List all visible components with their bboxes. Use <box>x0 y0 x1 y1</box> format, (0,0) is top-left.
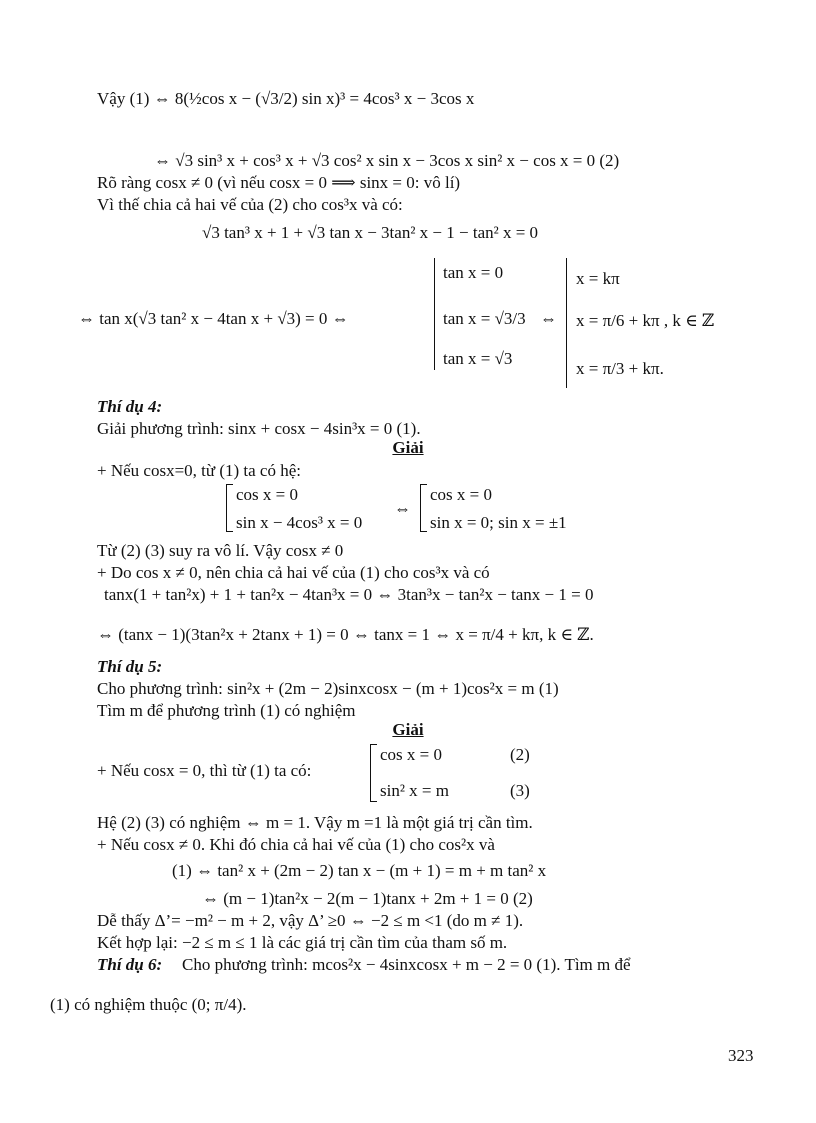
math-line: ⇔ tan x(√3 tan² x − 4tan x + √3) = 0 ⇔ <box>78 309 349 328</box>
math-line: ⇔ (m − 1)tan²x − 2(m − 1)tanx + 2m + 1 = 0 (2) <box>202 889 533 908</box>
case-line: tan x = √3/3 <box>443 309 526 328</box>
text-line: Cho phương trình: sin²x + (2m − 2)sinxcosx − (m + 1)cos²x = m (1) <box>97 679 559 698</box>
system-line: (3) <box>510 781 530 800</box>
system-line: cos x = 0 <box>380 745 442 764</box>
text-line: + Nếu cosx = 0, thì từ (1) ta có: <box>97 761 312 780</box>
math-line: tanx(1 + tan²x) + 1 + tan²x − 4tan³x = 0 ⇔ 3tan³x − tan²x − tanx − 1 = 0 <box>104 585 594 604</box>
equiv-sign: ⇔ <box>540 309 557 328</box>
math-line: (1) ⇔ tan² x + (2m − 2) tan x − (m + 1) = m + m tan² x <box>172 861 547 880</box>
example-heading: Thí dụ 4: <box>97 397 163 416</box>
text-line: Rõ ràng cosx ≠ 0 (vì nếu cosx = 0 ⟹ sinx = 0: vô lí) <box>97 173 461 192</box>
system-line: cos x = 0 <box>236 485 298 504</box>
page-number: 323 <box>728 1046 754 1065</box>
example-heading: Thí dụ 6: <box>97 955 163 974</box>
text-line: Vì thế chia cả hai vế của (2) cho cos³x và có: <box>97 195 403 214</box>
system-line: sin x − 4cos³ x = 0 <box>236 513 363 532</box>
system-line: (2) <box>510 745 530 764</box>
text-line: + Nếu cosx=0, từ (1) ta có hệ: <box>97 461 301 480</box>
system-line: sin x = 0; sin x = ±1 <box>430 513 567 532</box>
case-line: x = π/6 + kπ , k ∈ ℤ <box>576 311 715 330</box>
case-line: x = kπ <box>576 269 620 288</box>
text-line: Từ (2) (3) suy ra vô lí. Vậy cosx ≠ 0 <box>97 541 344 560</box>
text-line: + Nếu cosx ≠ 0. Khi đó chia cả hai vế của (1) cho cos²x và <box>97 835 495 854</box>
example-heading: Thí dụ 5: <box>97 657 163 676</box>
text-line: + Do cos x ≠ 0, nên chia cả hai vế của (1) cho cos³x và có <box>97 563 490 582</box>
case-line: tan x = √3 <box>443 349 513 368</box>
math-line: ⇔ √3 sin³ x + cos³ x + √3 cos² x sin x − 3cos x sin² x − cos x = 0 (2) <box>154 151 620 170</box>
system-brace <box>370 744 377 802</box>
solution-heading: Giải <box>392 438 424 457</box>
text-line: Giải phương trình: sinx + cosx − 4sin³x = 0 (1). <box>97 419 421 438</box>
text-line: Kết hợp lại: −2 ≤ m ≤ 1 là các giá trị cần tìm của tham số m. <box>97 933 508 952</box>
math-line: ⇔ (tanx − 1)(3tan²x + 2tanx + 1) = 0 ⇔ tanx = 1 ⇔ x = π/4 + kπ, k ∈ ℤ. <box>97 625 594 644</box>
case-line: tan x = 0 <box>443 263 504 282</box>
system-brace <box>420 484 427 532</box>
case-bracket <box>566 258 567 388</box>
math-line: √3 tan³ x + 1 + √3 tan x − 3tan² x − 1 − tan² x = 0 <box>202 223 539 242</box>
text-line: Dễ thấy Δ’= −m² − m + 2, vậy Δ’ ≥0 ⇔ −2 ≤ m <1 (do m ≠ 1). <box>97 911 524 930</box>
case-bracket <box>434 258 435 370</box>
text-line: Cho phương trình: mcos²x − 4sinxcosx + m − 2 = 0 (1). Tìm m để <box>182 955 631 974</box>
system-line: sin² x = m <box>380 781 449 800</box>
math-line: Vậy (1) ⇔ 8(½cos x − (√3/2) sin x)³ = 4cos³ x − 3cos x <box>97 89 475 108</box>
equiv-sign: ⇔ <box>394 499 411 518</box>
system-line: cos x = 0 <box>430 485 492 504</box>
text-line: Tìm m để phương trình (1) có nghiệm <box>97 701 356 720</box>
solution-heading: Giải <box>392 720 424 739</box>
system-brace <box>226 484 233 532</box>
text-line: Hệ (2) (3) có nghiệm ⇔ m = 1. Vậy m =1 là một giá trị cần tìm. <box>97 813 533 832</box>
case-line: x = π/3 + kπ. <box>576 359 664 378</box>
text-line: (1) có nghiệm thuộc (0; π/4). <box>50 995 247 1014</box>
